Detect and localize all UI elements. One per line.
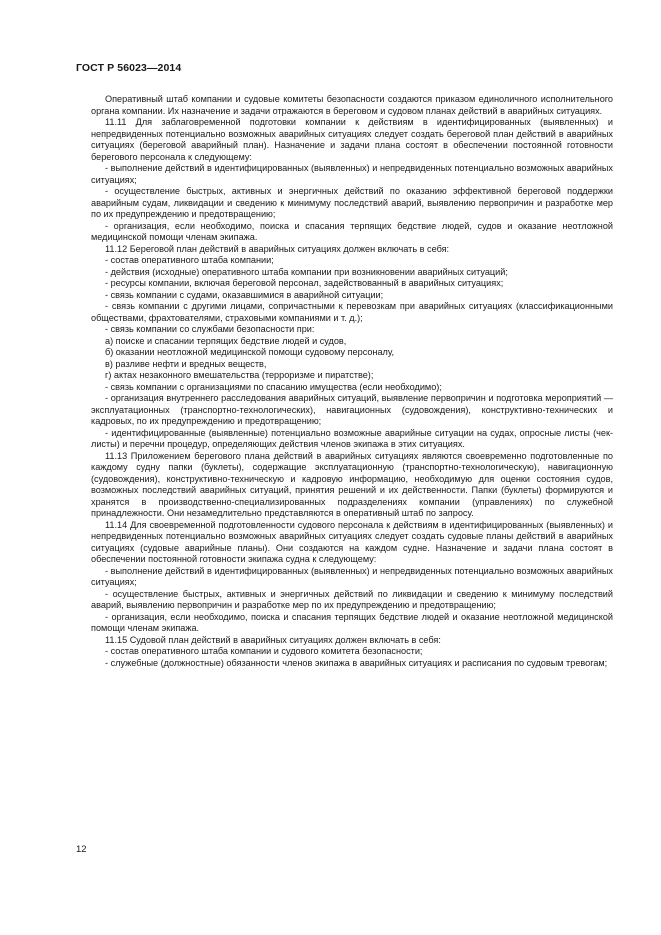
document-body — [91, 94, 613, 669]
paragraph: - осуществление быстрых, активных и энергичных действий по ликвидации и сведению к минимуму последствий аварий, выявлению первопричин и разработке мер по их предупреждению и предотвращению; — [91, 588, 613, 610]
paragraph: - связь компании с судами, оказавшимися в аварийной ситуации; — [105, 289, 384, 300]
page-number: 12 — [76, 844, 87, 855]
paragraph: - служебные (должностные) обязанности членов экипажа в аварийных ситуациях и расписания по судовым тревогам; — [105, 657, 608, 668]
paragraph: - связь компании с другими лицами, сопричастными к перевозкам при аварийных ситуациях (классификационными обществами, фрахтователями, страховыми компаниями и т. д.); — [91, 301, 613, 323]
paragraph: Оперативный штаб компании и судовые комитеты безопасности создаются приказом единоличного исполнительного органа компании. Их назначение и задачи отражаются в береговом и судовом планах действий в аварийных ситуациях. — [91, 94, 613, 116]
paragraph: 11.11 Для заблаговременной подготовки компании к действиям в идентифицированных (выявленных) и непредвиденных потенциально возможных аварийных ситуациях следует создать береговой план действий в аварийных ситуациях (береговой аварийный план). Назначение и задачи плана состоят в обеспечении постоянной готовности берегового персонала к следующему: — [91, 117, 613, 162]
paragraph: 11.15 Судовой план действий в аварийных ситуациях должен включать в себя: — [105, 634, 441, 645]
paragraph: - идентифицированные (выявленные) потенциально возможные аварийные ситуации на судах, опросные листы (чек-листы) и перечни процедур, определяющих действия членов экипажа в этих ситуациях. — [91, 427, 613, 449]
paragraph: а) поиске и спасании терпящих бедствие людей и судов, — [105, 335, 347, 346]
paragraph: - ресурсы компании, включая береговой персонал, задействованный в аварийных ситуациях; — [105, 278, 504, 288]
paragraph: - организация, если необходимо, поиска и спасания терпящих бедствие людей и оказание неотложной медицинской помощи членам экипажа. — [91, 611, 613, 633]
paragraph: - организация, если необходимо, поиска и спасания терпящих бедствие людей, судов и оказание неотложной медицинской помощи членам экипажа. — [91, 220, 613, 242]
paragraph: 11.14 Для своевременной подготовленности судового персонала к действиям в идентифицированных (выявленных) и непредвиденных потенциально возможных аварийных ситуациях следует создать судовые планы действий в аварийных ситуациях (судовые аварийные планы). Они создаются на каждом судне. Назначение и задачи плана состоят в обеспечении постоянной готовности экипажа судна к следующему: — [91, 519, 613, 564]
paragraph: - связь компании со службами безопасности при: — [105, 324, 315, 334]
paragraph: 11.12 Береговой план действий в аварийных ситуациях должен включать в себя: — [105, 243, 450, 254]
standard-header: ГОСТ Р 56023—2014 — [76, 62, 182, 74]
paragraph: г) актах незаконного вмешательства (терроризме и пиратстве); — [105, 370, 374, 380]
paragraph: - выполнение действий в идентифицированных (выявленных) и непредвиденных потенциально возможных аварийных ситуациях; — [91, 163, 613, 185]
paragraph: - состав оперативного штаба компании; — [105, 255, 274, 265]
paragraph: в) разливе нефти и вредных веществ, — [105, 358, 267, 369]
paragraph: - организация внутреннего расследования аварийных ситуаций, выявление первопричин и подготовка мероприятий — эксплуатационных (транспортно-технологических), навигационных (судовождения), конструктивно-технических и кадровых, по их предупреждению и предотвращению; — [91, 393, 613, 426]
paragraph: - действия (исходные) оперативного штаба компании при возникновении аварийных ситуаций; — [105, 266, 508, 277]
paragraph: - связь компании с организациями по спасанию имущества (если необходимо); — [105, 381, 442, 392]
paragraph: 11.13 Приложением берегового плана действий в аварийных ситуациях являются своевременно подготовленные по каждому судну папки (буклеты), содержащие эксплуатационную (транспортно-технологическую), навигационную (судовождения), конструктивно-техническую и кадровую информацию, необходимую для оценки состояния судов, возможных последствий аварийных ситуаций, принятия решений и их действенности. Папки (буклеты) формируются и хранятся в производственно-специализированных подразделениях компании (управлениях) по служебной принадлежности. Они незамедлительно представляются в оперативный штаб по запросу. — [91, 450, 613, 518]
paragraph: - выполнение действий в идентифицированных (выявленных) и непредвиденных потенциально возможных аварийных ситуациях; — [91, 565, 613, 587]
paragraph: б) оказании неотложной медицинской помощи судовому персоналу, — [105, 347, 395, 357]
paragraph: - осуществление быстрых, активных и энергичных действий по оказанию эффективной береговой поддержки аварийным судам, ликвидации и сведению к минимуму последствий аварий, выявлению первопричин и разработке мер по их предупреждению и предотвращению; — [91, 186, 613, 219]
paragraph: - состав оперативного штаба компании и судового комитета безопасности; — [105, 646, 423, 656]
